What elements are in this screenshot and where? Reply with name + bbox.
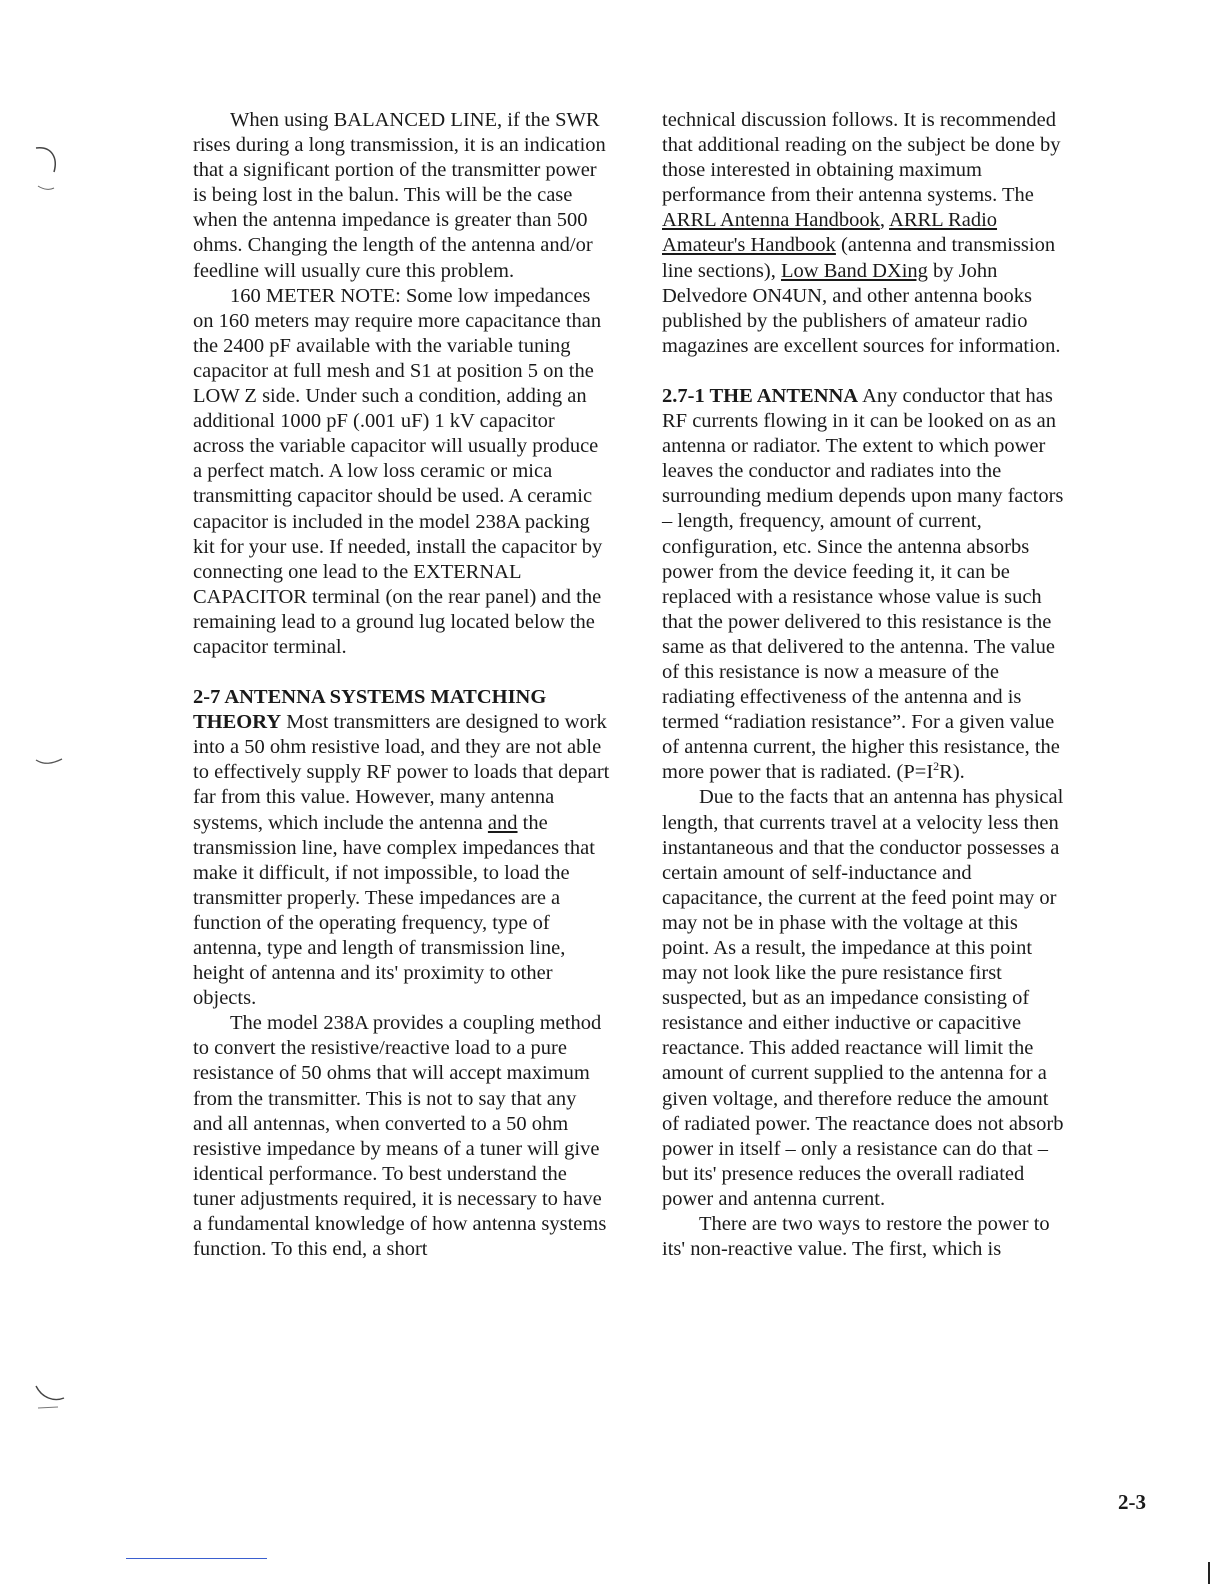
- reference-low-band-dxing: Low Band DXing: [781, 259, 928, 282]
- paragraph-model-238a: The model 238A provides a coupling method to convert the resistive/reactive load to a pure resistance of 50 ohms that will accept maximum from the transmitter. This is not to say that any and all antennas, when converted to a 50 ohm resistive impedance by means of a tuner will give identical performance. To best understand the tuner adjustments required, it is necessary to have a fundamental knowledge of how antenna systems function. To this end, a short: [193, 1012, 607, 1261]
- discussion-text-c: by John Delvedore ON4UN, and other antenna books published by the publishers of amateur radio magazines are excellent sources for information.: [662, 259, 1061, 357]
- edge-mark: [1208, 1562, 1210, 1584]
- antenna-text-end: R).: [939, 761, 965, 784]
- scan-mark-top: [28, 138, 73, 198]
- underlined-and: and: [487, 811, 518, 834]
- paragraph-balanced-line: When using BALANCED LINE, if the SWR rises during a long transmission, it is an indication that a significant portion of the transmitter power is being lost in the balun. This will be the case when the antenna impedance is greater than 500 ohms. Changing the length of the antenna and/or feedline will usually cure this problem.: [193, 109, 606, 282]
- superscript-two: 2: [933, 759, 940, 774]
- antenna-text: Any conductor that has RF currents flowing in it can be looked on as an antenna or radiator. The extent to which power leaves the conductor and radiates into the surrounding medium depends upon many factors – length, frequency, amount of current, configuration, etc. Since the antenna absorbs power from the device feeding it, it can be replaced with a resistance whose value is such that the power delivered to this resistance is the same as that delivered to the antenna. The value of this resistance is now a measure of the radiating effectiveness of the antenna and is termed “radiation resistance”. For a given value of antenna current, the higher this resistance, the more power that is radiated. (P=I: [662, 384, 1064, 784]
- left-column: [193, 108, 611, 1262]
- reference-arrl-antenna-handbook: ARRL Antenna Handbook: [662, 209, 880, 232]
- scan-mark-bottom: [28, 1380, 73, 1412]
- scan-mark-middle: [28, 752, 73, 772]
- paragraph-technical-discussion: [662, 108, 1068, 359]
- page-number: 2-3: [1118, 1490, 1146, 1514]
- matching-theory-text-a: Most transmitters are designed to work into a 50 ohm resistive load, and they are not able to effectively supply RF power to loads that depart far from this value. However, many antenna systems, which include the antenna: [193, 711, 610, 834]
- paragraph-matching-theory: [193, 685, 611, 1011]
- discussion-text-a: technical discussion follows. It is recommended that additional reading on the subject be done by those interested in obtaining maximum performance from their antenna systems. The: [662, 109, 1061, 207]
- matching-theory-text-b: the transmission line, have complex impedances that make it difficult, if not impossible, to load the transmitter properly. These impedances are a function of the operating frequency, type of antenna, type and length of transmission line, height of antenna and its' proximity to other objects.: [193, 811, 595, 1010]
- discussion-text-b: (antenna and transmission line sections),: [662, 234, 1056, 282]
- paragraph-restore-power: There are two ways to restore the power to its' non-reactive value. The first, which is: [662, 1213, 1050, 1261]
- footer-rule: [126, 1558, 267, 1559]
- section-heading: 2-7 ANTENNA SYSTEMS MATCHING THEORY: [193, 686, 547, 734]
- paragraph-the-antenna: [662, 384, 1068, 786]
- subsection-heading: 2.7-1 THE ANTENNA: [662, 384, 859, 407]
- right-column: [662, 108, 1068, 1262]
- paragraph-160-meter-note: 160 METER NOTE: Some low impedances on 160 meters may require more capacitance than the 2400 pF available with the variable tuning capacitor at full mesh and S1 at position 5 on the LOW Z side. Under such a condition, adding an additional 1000 pF (.001 uF) 1 kV capacitor across the variable capacitor will usually produce a perfect match. A low loss ceramic or mica transmitting capacitor should be used. A ceramic capacitor is included in the model 238A packing kit for your use. If needed, install the capacitor by connecting one lead to the EXTERNAL CAPACITOR terminal (on the rear panel) and the remaining lead to a ground lug located below the capacitor terminal.: [193, 284, 603, 658]
- reference-comma: ,: [879, 209, 886, 232]
- reference-arrl-radio-amateurs-handbook: ARRL Radio Amateur's Handbook: [662, 209, 998, 257]
- paragraph-physical-length: Due to the facts that an antenna has physical length, that currents travel at a velocity less then instantaneous and that the conductor possesses a certain amount of self-inductance and capacitance, the current at the feed point may or may not be in phase with the voltage at this point. As a result, the impedance at this point may not look like the pure resistance first suspected, but as an impedance consisting of resistance and either inductive or capacitive reactance. This added reactance will limit the amount of current supplied to the antenna for a given voltage, and therefore reduce the amount of radiated power. The reactance does not absorb power in itself – only a resistance can do that – but its' presence reduces the overall radiated power and antenna current.: [662, 786, 1064, 1210]
